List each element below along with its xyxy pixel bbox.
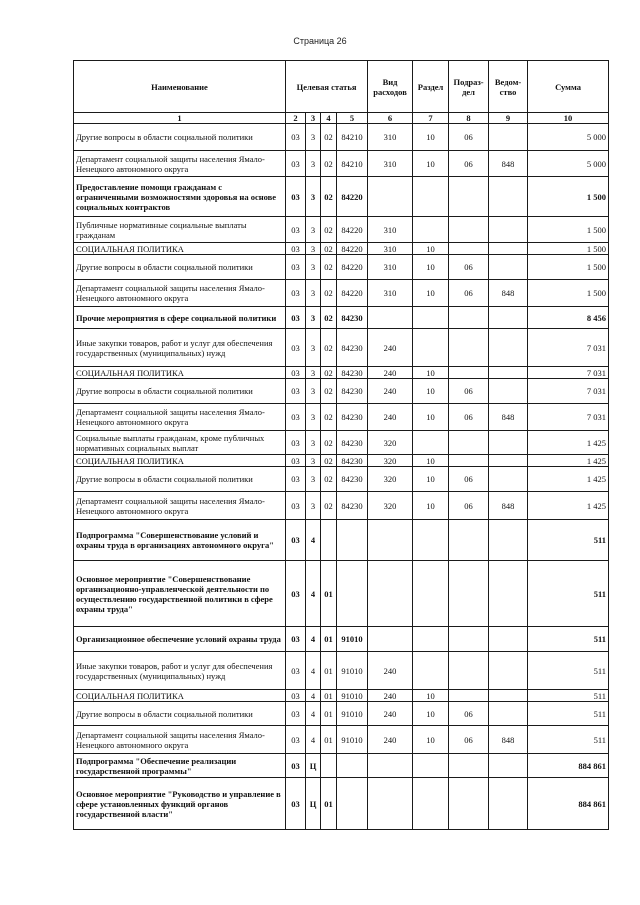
expense-type-code: 240 bbox=[368, 379, 413, 404]
subsection-code bbox=[449, 329, 489, 367]
target-code-direction: 91010 bbox=[337, 726, 368, 754]
table-row bbox=[74, 177, 609, 217]
table-row bbox=[74, 690, 609, 702]
subsection-code: 06 bbox=[449, 726, 489, 754]
subsection-code bbox=[449, 307, 489, 329]
table-row bbox=[74, 726, 609, 754]
row-name: Департамент социальной защиты населения Ямало-Ненецкого автономного округа bbox=[74, 726, 286, 754]
target-code-direction: 84210 bbox=[337, 124, 368, 151]
section-code: 10 bbox=[413, 367, 449, 379]
target-code-direction: 84220 bbox=[337, 177, 368, 217]
target-code-subprogram: 3 bbox=[306, 455, 321, 467]
target-code-direction: 84230 bbox=[337, 492, 368, 520]
section-code bbox=[413, 652, 449, 690]
expense-type-code: 310 bbox=[368, 151, 413, 177]
subsection-code bbox=[449, 217, 489, 243]
expense-type-code: 320 bbox=[368, 431, 413, 455]
expense-type-code: 310 bbox=[368, 124, 413, 151]
target-code-subprogram: 4 bbox=[306, 702, 321, 726]
target-code-subprogram: 3 bbox=[306, 329, 321, 367]
target-code-direction: 84220 bbox=[337, 243, 368, 255]
row-sum: 511 bbox=[528, 561, 609, 627]
target-code-measure bbox=[321, 754, 337, 778]
section-code bbox=[413, 431, 449, 455]
target-code-program: 03 bbox=[286, 367, 306, 379]
expense-type-code: 310 bbox=[368, 243, 413, 255]
target-code-direction: 84230 bbox=[337, 367, 368, 379]
department-code bbox=[489, 455, 528, 467]
target-code-direction: 84230 bbox=[337, 307, 368, 329]
target-code-measure: 02 bbox=[321, 492, 337, 520]
target-code-measure: 02 bbox=[321, 243, 337, 255]
column-number: 3 bbox=[306, 113, 321, 124]
target-code-subprogram: 3 bbox=[306, 379, 321, 404]
header-row bbox=[74, 61, 609, 113]
target-code-direction: 91010 bbox=[337, 702, 368, 726]
subsection-code bbox=[449, 455, 489, 467]
row-sum: 1 500 bbox=[528, 255, 609, 280]
expense-type-code: 320 bbox=[368, 455, 413, 467]
department-code: 848 bbox=[489, 726, 528, 754]
table-body bbox=[74, 124, 609, 830]
target-code-subprogram: 3 bbox=[306, 217, 321, 243]
department-code bbox=[489, 124, 528, 151]
expense-type-code bbox=[368, 561, 413, 627]
subsection-code: 06 bbox=[449, 492, 489, 520]
section-code: 10 bbox=[413, 404, 449, 431]
section-code: 10 bbox=[413, 379, 449, 404]
column-number: 6 bbox=[368, 113, 413, 124]
row-sum: 511 bbox=[528, 627, 609, 652]
section-code: 10 bbox=[413, 690, 449, 702]
section-code bbox=[413, 778, 449, 830]
row-name: Предоставление помощи гражданам с ограниченными возможностями здоровья на основе социальных контрактов bbox=[74, 177, 286, 217]
department-code bbox=[489, 467, 528, 492]
subsection-code: 06 bbox=[449, 124, 489, 151]
target-code-measure: 02 bbox=[321, 379, 337, 404]
row-sum: 1 425 bbox=[528, 455, 609, 467]
target-code-direction bbox=[337, 561, 368, 627]
header-target-article: Целевая статья bbox=[286, 61, 368, 113]
target-code-measure: 01 bbox=[321, 561, 337, 627]
target-code-subprogram: 4 bbox=[306, 690, 321, 702]
subsection-code bbox=[449, 690, 489, 702]
section-code: 10 bbox=[413, 702, 449, 726]
target-code-direction: 84230 bbox=[337, 455, 368, 467]
target-code-subprogram: 3 bbox=[306, 280, 321, 307]
department-code: 848 bbox=[489, 404, 528, 431]
target-code-direction bbox=[337, 778, 368, 830]
subsection-code: 06 bbox=[449, 702, 489, 726]
subsection-code: 06 bbox=[449, 280, 489, 307]
table-row bbox=[74, 467, 609, 492]
row-name: Департамент социальной защиты населения Ямало-Ненецкого автономного округа bbox=[74, 492, 286, 520]
target-code-subprogram: 3 bbox=[306, 177, 321, 217]
department-code: 848 bbox=[489, 280, 528, 307]
subsection-code: 06 bbox=[449, 467, 489, 492]
target-code-subprogram: 3 bbox=[306, 431, 321, 455]
department-code bbox=[489, 520, 528, 561]
row-sum: 7 031 bbox=[528, 329, 609, 367]
row-name: Прочие мероприятия в сфере социальной политики bbox=[74, 307, 286, 329]
row-name: Основное мероприятие "Совершенствование организационно-управленческой деятельности по осуществлению государственной политики в сфере охраны труда" bbox=[74, 561, 286, 627]
target-code-measure: 02 bbox=[321, 124, 337, 151]
row-sum: 1 425 bbox=[528, 492, 609, 520]
row-name: Другие вопросы в области социальной политики bbox=[74, 467, 286, 492]
expense-type-code: 240 bbox=[368, 702, 413, 726]
target-code-program: 03 bbox=[286, 280, 306, 307]
table-row bbox=[74, 307, 609, 329]
expense-type-code: 310 bbox=[368, 255, 413, 280]
target-code-direction: 84220 bbox=[337, 255, 368, 280]
expense-type-code: 310 bbox=[368, 217, 413, 243]
row-name: СОЦИАЛЬНАЯ ПОЛИТИКА bbox=[74, 690, 286, 702]
column-number: 1 bbox=[74, 113, 286, 124]
row-sum: 884 861 bbox=[528, 754, 609, 778]
row-name: Социальные выплаты гражданам, кроме публичных нормативных социальных выплат bbox=[74, 431, 286, 455]
table-row bbox=[74, 652, 609, 690]
target-code-program: 03 bbox=[286, 652, 306, 690]
expense-type-code: 240 bbox=[368, 652, 413, 690]
target-code-program: 03 bbox=[286, 431, 306, 455]
department-code bbox=[489, 379, 528, 404]
section-code bbox=[413, 177, 449, 217]
row-sum: 1 500 bbox=[528, 177, 609, 217]
column-number: 10 bbox=[528, 113, 609, 124]
section-code: 10 bbox=[413, 726, 449, 754]
expense-type-code bbox=[368, 520, 413, 561]
row-sum: 5 000 bbox=[528, 124, 609, 151]
target-code-measure: 01 bbox=[321, 652, 337, 690]
department-code bbox=[489, 431, 528, 455]
column-number: 5 bbox=[337, 113, 368, 124]
target-code-direction: 84220 bbox=[337, 217, 368, 243]
target-code-program: 03 bbox=[286, 124, 306, 151]
section-code bbox=[413, 329, 449, 367]
row-name: Департамент социальной защиты населения Ямало-Ненецкого автономного округа bbox=[74, 280, 286, 307]
target-code-measure: 01 bbox=[321, 702, 337, 726]
header-expense-type: Вид расходов bbox=[368, 61, 413, 113]
target-code-subprogram: 3 bbox=[306, 124, 321, 151]
expense-type-code bbox=[368, 307, 413, 329]
department-code bbox=[489, 702, 528, 726]
table-row bbox=[74, 561, 609, 627]
target-code-direction: 84220 bbox=[337, 280, 368, 307]
department-code: 848 bbox=[489, 151, 528, 177]
target-code-measure: 02 bbox=[321, 307, 337, 329]
department-code bbox=[489, 561, 528, 627]
target-code-measure: 02 bbox=[321, 151, 337, 177]
section-code bbox=[413, 627, 449, 652]
section-code: 10 bbox=[413, 243, 449, 255]
table-row bbox=[74, 217, 609, 243]
row-sum: 5 000 bbox=[528, 151, 609, 177]
row-name: Другие вопросы в области социальной политики bbox=[74, 255, 286, 280]
subsection-code bbox=[449, 520, 489, 561]
section-code: 10 bbox=[413, 455, 449, 467]
department-code bbox=[489, 778, 528, 830]
target-code-program: 03 bbox=[286, 455, 306, 467]
table-row bbox=[74, 778, 609, 830]
section-code bbox=[413, 217, 449, 243]
target-code-subprogram: 4 bbox=[306, 652, 321, 690]
expense-type-code: 240 bbox=[368, 404, 413, 431]
target-code-measure: 02 bbox=[321, 367, 337, 379]
target-code-program: 03 bbox=[286, 561, 306, 627]
target-code-measure: 02 bbox=[321, 455, 337, 467]
department-code bbox=[489, 754, 528, 778]
target-code-program: 03 bbox=[286, 307, 306, 329]
row-name: Иные закупки товаров, работ и услуг для обеспечения государственных (муниципальных) нужд bbox=[74, 652, 286, 690]
table-row bbox=[74, 455, 609, 467]
expense-type-code: 240 bbox=[368, 726, 413, 754]
section-code: 10 bbox=[413, 255, 449, 280]
target-code-direction: 84230 bbox=[337, 404, 368, 431]
subsection-code: 06 bbox=[449, 151, 489, 177]
row-sum: 7 031 bbox=[528, 404, 609, 431]
target-code-direction: 84230 bbox=[337, 431, 368, 455]
department-code bbox=[489, 217, 528, 243]
target-code-subprogram: 4 bbox=[306, 726, 321, 754]
target-code-program: 03 bbox=[286, 726, 306, 754]
target-code-direction: 91010 bbox=[337, 627, 368, 652]
expense-type-code bbox=[368, 177, 413, 217]
target-code-measure: 02 bbox=[321, 404, 337, 431]
target-code-program: 03 bbox=[286, 492, 306, 520]
row-sum: 511 bbox=[528, 690, 609, 702]
table-row bbox=[74, 404, 609, 431]
target-code-program: 03 bbox=[286, 754, 306, 778]
target-code-measure: 02 bbox=[321, 329, 337, 367]
target-code-program: 03 bbox=[286, 255, 306, 280]
row-sum: 884 861 bbox=[528, 778, 609, 830]
header-subsection: Подраз- дел bbox=[449, 61, 489, 113]
row-name: СОЦИАЛЬНАЯ ПОЛИТИКА bbox=[74, 243, 286, 255]
row-name: Иные закупки товаров, работ и услуг для обеспечения государственных (муниципальных) нужд bbox=[74, 329, 286, 367]
row-name: Департамент социальной защиты населения Ямало-Ненецкого автономного округа bbox=[74, 151, 286, 177]
column-number: 2 bbox=[286, 113, 306, 124]
expense-type-code: 320 bbox=[368, 467, 413, 492]
row-sum: 511 bbox=[528, 726, 609, 754]
table-row bbox=[74, 243, 609, 255]
target-code-direction: 84230 bbox=[337, 379, 368, 404]
department-code bbox=[489, 255, 528, 280]
subsection-code bbox=[449, 243, 489, 255]
row-name: Организационное обеспечение условий охраны труда bbox=[74, 627, 286, 652]
header-section: Раздел bbox=[413, 61, 449, 113]
expense-type-code: 240 bbox=[368, 367, 413, 379]
table-row bbox=[74, 702, 609, 726]
column-number: 7 bbox=[413, 113, 449, 124]
row-name: СОЦИАЛЬНАЯ ПОЛИТИКА bbox=[74, 455, 286, 467]
row-name: Другие вопросы в области социальной политики bbox=[74, 379, 286, 404]
department-code bbox=[489, 329, 528, 367]
subsection-code bbox=[449, 431, 489, 455]
row-sum: 1 425 bbox=[528, 431, 609, 455]
target-code-direction: 84230 bbox=[337, 467, 368, 492]
target-code-direction bbox=[337, 754, 368, 778]
subsection-code: 06 bbox=[449, 404, 489, 431]
expense-type-code bbox=[368, 627, 413, 652]
target-code-program: 03 bbox=[286, 520, 306, 561]
target-code-measure: 01 bbox=[321, 778, 337, 830]
subsection-code bbox=[449, 627, 489, 652]
target-code-measure: 02 bbox=[321, 467, 337, 492]
table-row bbox=[74, 431, 609, 455]
row-name: Подпрограмма "Обеспечение реализации государственной программы" bbox=[74, 754, 286, 778]
department-code bbox=[489, 652, 528, 690]
subsection-code bbox=[449, 177, 489, 217]
section-code bbox=[413, 561, 449, 627]
expense-type-code: 240 bbox=[368, 329, 413, 367]
section-code: 10 bbox=[413, 280, 449, 307]
target-code-program: 03 bbox=[286, 217, 306, 243]
target-code-measure: 01 bbox=[321, 726, 337, 754]
target-code-subprogram: 3 bbox=[306, 367, 321, 379]
row-name: Основное мероприятие "Руководство и управление в сфере установленных функций органов государственной власти" bbox=[74, 778, 286, 830]
expense-type-code bbox=[368, 778, 413, 830]
target-code-direction: 84230 bbox=[337, 329, 368, 367]
expense-type-code: 320 bbox=[368, 492, 413, 520]
target-code-subprogram: 4 bbox=[306, 520, 321, 561]
page-header: Страница 26 bbox=[293, 36, 347, 46]
section-code: 10 bbox=[413, 492, 449, 520]
target-code-measure: 02 bbox=[321, 431, 337, 455]
column-number: 8 bbox=[449, 113, 489, 124]
target-code-direction bbox=[337, 520, 368, 561]
row-sum: 511 bbox=[528, 702, 609, 726]
table-row bbox=[74, 329, 609, 367]
table-row bbox=[74, 151, 609, 177]
target-code-direction: 84210 bbox=[337, 151, 368, 177]
target-code-program: 03 bbox=[286, 151, 306, 177]
target-code-program: 03 bbox=[286, 243, 306, 255]
target-code-subprogram: 3 bbox=[306, 307, 321, 329]
department-code: 848 bbox=[489, 492, 528, 520]
row-name: СОЦИАЛЬНАЯ ПОЛИТИКА bbox=[74, 367, 286, 379]
row-sum: 1 425 bbox=[528, 467, 609, 492]
row-sum: 7 031 bbox=[528, 367, 609, 379]
column-number: 9 bbox=[489, 113, 528, 124]
table-row bbox=[74, 627, 609, 652]
target-code-subprogram: 4 bbox=[306, 627, 321, 652]
subsection-code bbox=[449, 561, 489, 627]
department-code bbox=[489, 627, 528, 652]
target-code-subprogram: 4 bbox=[306, 561, 321, 627]
section-code bbox=[413, 307, 449, 329]
department-code bbox=[489, 367, 528, 379]
expense-type-code: 310 bbox=[368, 280, 413, 307]
department-code bbox=[489, 690, 528, 702]
table-row bbox=[74, 255, 609, 280]
header-sum: Сумма bbox=[528, 61, 609, 113]
row-name: Департамент социальной защиты населения Ямало-Ненецкого автономного округа bbox=[74, 404, 286, 431]
target-code-program: 03 bbox=[286, 329, 306, 367]
target-code-measure: 02 bbox=[321, 280, 337, 307]
header-name: Наименование bbox=[74, 61, 286, 113]
subsection-code bbox=[449, 367, 489, 379]
target-code-program: 03 bbox=[286, 379, 306, 404]
table-row bbox=[74, 124, 609, 151]
row-sum: 511 bbox=[528, 520, 609, 561]
section-code bbox=[413, 754, 449, 778]
table-row bbox=[74, 280, 609, 307]
expense-type-code bbox=[368, 754, 413, 778]
target-code-direction: 91010 bbox=[337, 690, 368, 702]
target-code-subprogram: 3 bbox=[306, 255, 321, 280]
expense-type-code: 240 bbox=[368, 690, 413, 702]
target-code-program: 03 bbox=[286, 778, 306, 830]
budget-table bbox=[73, 60, 609, 830]
department-code bbox=[489, 177, 528, 217]
target-code-measure: 01 bbox=[321, 690, 337, 702]
subsection-code bbox=[449, 778, 489, 830]
target-code-measure: 02 bbox=[321, 255, 337, 280]
row-name: Подпрограмма "Совершенствование условий и охраны труда в организациях автономного округа" bbox=[74, 520, 286, 561]
target-code-program: 03 bbox=[286, 467, 306, 492]
row-name: Другие вопросы в области социальной политики bbox=[74, 702, 286, 726]
row-name: Публичные нормативные социальные выплаты гражданам bbox=[74, 217, 286, 243]
target-code-subprogram: 3 bbox=[306, 492, 321, 520]
table-row bbox=[74, 492, 609, 520]
target-code-measure: 02 bbox=[321, 217, 337, 243]
table-row bbox=[74, 520, 609, 561]
target-code-subprogram: 3 bbox=[306, 243, 321, 255]
row-sum: 511 bbox=[528, 652, 609, 690]
target-code-program: 03 bbox=[286, 404, 306, 431]
target-code-program: 03 bbox=[286, 702, 306, 726]
row-sum: 7 031 bbox=[528, 379, 609, 404]
table-row bbox=[74, 379, 609, 404]
target-code-subprogram: 3 bbox=[306, 467, 321, 492]
subsection-code: 06 bbox=[449, 255, 489, 280]
section-code: 10 bbox=[413, 124, 449, 151]
target-code-subprogram: Ц bbox=[306, 754, 321, 778]
subsection-code bbox=[449, 652, 489, 690]
target-code-subprogram: Ц bbox=[306, 778, 321, 830]
target-code-subprogram: 3 bbox=[306, 404, 321, 431]
target-code-subprogram: 3 bbox=[306, 151, 321, 177]
section-code: 10 bbox=[413, 467, 449, 492]
target-code-program: 03 bbox=[286, 177, 306, 217]
subsection-code bbox=[449, 754, 489, 778]
column-number: 4 bbox=[321, 113, 337, 124]
row-name: Другие вопросы в области социальной политики bbox=[74, 124, 286, 151]
row-sum: 1 500 bbox=[528, 217, 609, 243]
target-code-program: 03 bbox=[286, 690, 306, 702]
target-code-measure: 01 bbox=[321, 627, 337, 652]
target-code-direction: 91010 bbox=[337, 652, 368, 690]
column-number-row bbox=[74, 113, 609, 124]
department-code bbox=[489, 243, 528, 255]
subsection-code: 06 bbox=[449, 379, 489, 404]
target-code-program: 03 bbox=[286, 627, 306, 652]
target-code-measure: 02 bbox=[321, 177, 337, 217]
section-code: 10 bbox=[413, 151, 449, 177]
target-code-measure bbox=[321, 520, 337, 561]
section-code bbox=[413, 520, 449, 561]
table-row bbox=[74, 754, 609, 778]
row-sum: 1 500 bbox=[528, 280, 609, 307]
header-department: Ведом- ство bbox=[489, 61, 528, 113]
department-code bbox=[489, 307, 528, 329]
row-sum: 1 500 bbox=[528, 243, 609, 255]
row-sum: 8 456 bbox=[528, 307, 609, 329]
table-row bbox=[74, 367, 609, 379]
